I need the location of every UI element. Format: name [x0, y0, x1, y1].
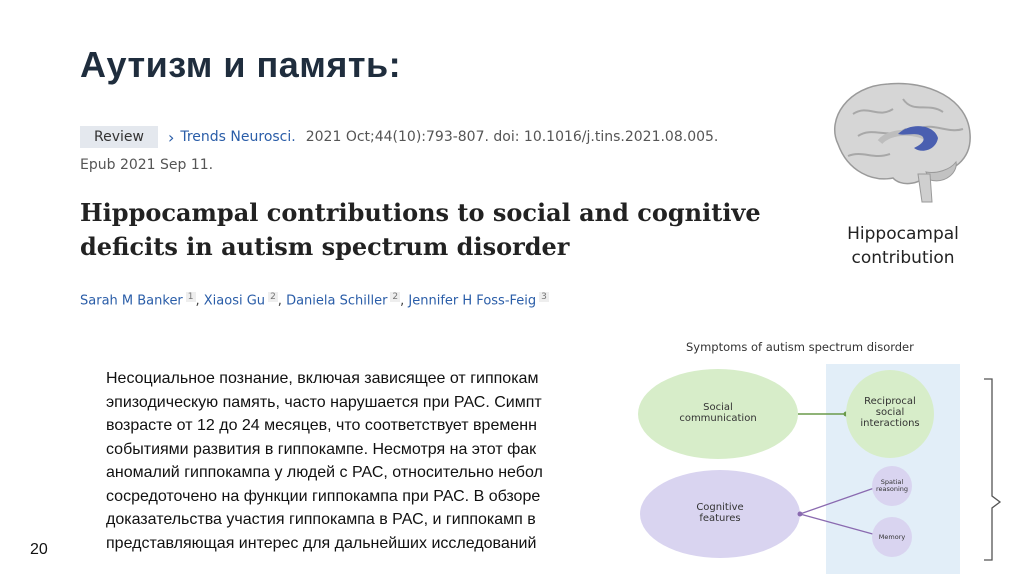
- body-line: аномалий гиппокампа у людей с РАС, относительно небол: [106, 464, 543, 481]
- author-link[interactable]: Xiaosi Gu: [203, 293, 266, 309]
- diagram-graphics: [628, 334, 1024, 574]
- diagram-title: Symptoms of autism spectrum disorder: [686, 340, 914, 354]
- reciprocal-label: [850, 396, 930, 429]
- spatial-label-line-1: Spatial: [880, 478, 904, 486]
- body-line: представляющая интерес для дальнейших исследований: [106, 534, 537, 552]
- reciprocal-label-line-3: interactions: [860, 418, 920, 429]
- article-title-line-1: Hippocampal contributions to social and cognitive: [80, 198, 761, 227]
- body-line: сосредоточено на функции гиппокампа при РАС. В обзоре: [106, 487, 541, 505]
- body-line: Несоциальное познание, включая зависящее от гиппокам: [106, 370, 539, 387]
- spatial-label-line-2: reasoning: [875, 485, 909, 493]
- symptoms-diagram: [628, 334, 1024, 574]
- article-title-line-2: deficits in autism spectrum disorder: [80, 232, 570, 261]
- author-link[interactable]: Jennifer H Foss-Feig: [408, 293, 537, 309]
- brain-icon: [818, 74, 978, 209]
- journal-name: Trends Neurosci.: [180, 129, 296, 145]
- brain-caption: [828, 222, 978, 270]
- reciprocal-label-line-2: social: [875, 407, 905, 418]
- spatial-label: [872, 479, 912, 493]
- review-badge: Review: [80, 126, 158, 148]
- affiliation-mark[interactable]: 2: [270, 292, 276, 302]
- brain-caption-line-2: contribution: [851, 248, 955, 268]
- cognitive-label: [670, 502, 770, 524]
- reciprocal-label-line-1: Reciprocal: [864, 396, 916, 407]
- social-label-line-1: Social: [703, 402, 733, 413]
- citation-details: 2021 Oct;44(10):793-807. doi: 10.1016/j.tins.2021.08.005.: [305, 129, 719, 145]
- journal-link[interactable]: [168, 128, 296, 147]
- body-line: возрасте от 12 до 24 месяцев, что соответствует временн: [106, 417, 537, 434]
- affiliation-mark[interactable]: 1: [187, 292, 194, 302]
- social-label-line-2: communication: [679, 413, 757, 424]
- affiliation-mark[interactable]: 3: [541, 292, 547, 302]
- social-label: [668, 402, 768, 424]
- citation-line: [80, 124, 718, 150]
- epub-date: Epub 2021 Sep 11.: [80, 157, 214, 173]
- author-link[interactable]: Daniela Schiller: [286, 293, 388, 309]
- chevron-right-icon: ›: [167, 127, 175, 147]
- body-line: эпизодическую память, часто нарушается при РАС. Симпт: [106, 393, 542, 411]
- cognitive-label-line-1: Cognitive: [696, 502, 744, 513]
- body-paragraph: [106, 367, 626, 553]
- memory-label: Memory: [878, 533, 906, 541]
- cognitive-label-line-2: features: [699, 513, 741, 524]
- body-line: доказательства участия гиппокампа в РАС, и гиппокамп в: [106, 511, 536, 528]
- body-line: событиями развития в гиппокампе. Несмотря на этот фак: [106, 440, 537, 458]
- page-number: 20: [30, 541, 48, 558]
- affiliation-mark[interactable]: 2: [392, 292, 399, 302]
- slide-title: Аутизм и память:: [80, 44, 402, 85]
- brain-figure: [818, 74, 978, 209]
- article-title: [80, 196, 800, 264]
- author-list: Sarah M Banker $^1$ , Xiaosi Gu $^2$ , Daniela Schiller $^2$ , Jennifer H Foss-Feig $^3$: [80, 292, 547, 309]
- bracket: [984, 379, 1000, 560]
- author-link[interactable]: Sarah M Banker: [80, 293, 183, 309]
- brain-caption-line-1: Hippocampal: [847, 224, 959, 244]
